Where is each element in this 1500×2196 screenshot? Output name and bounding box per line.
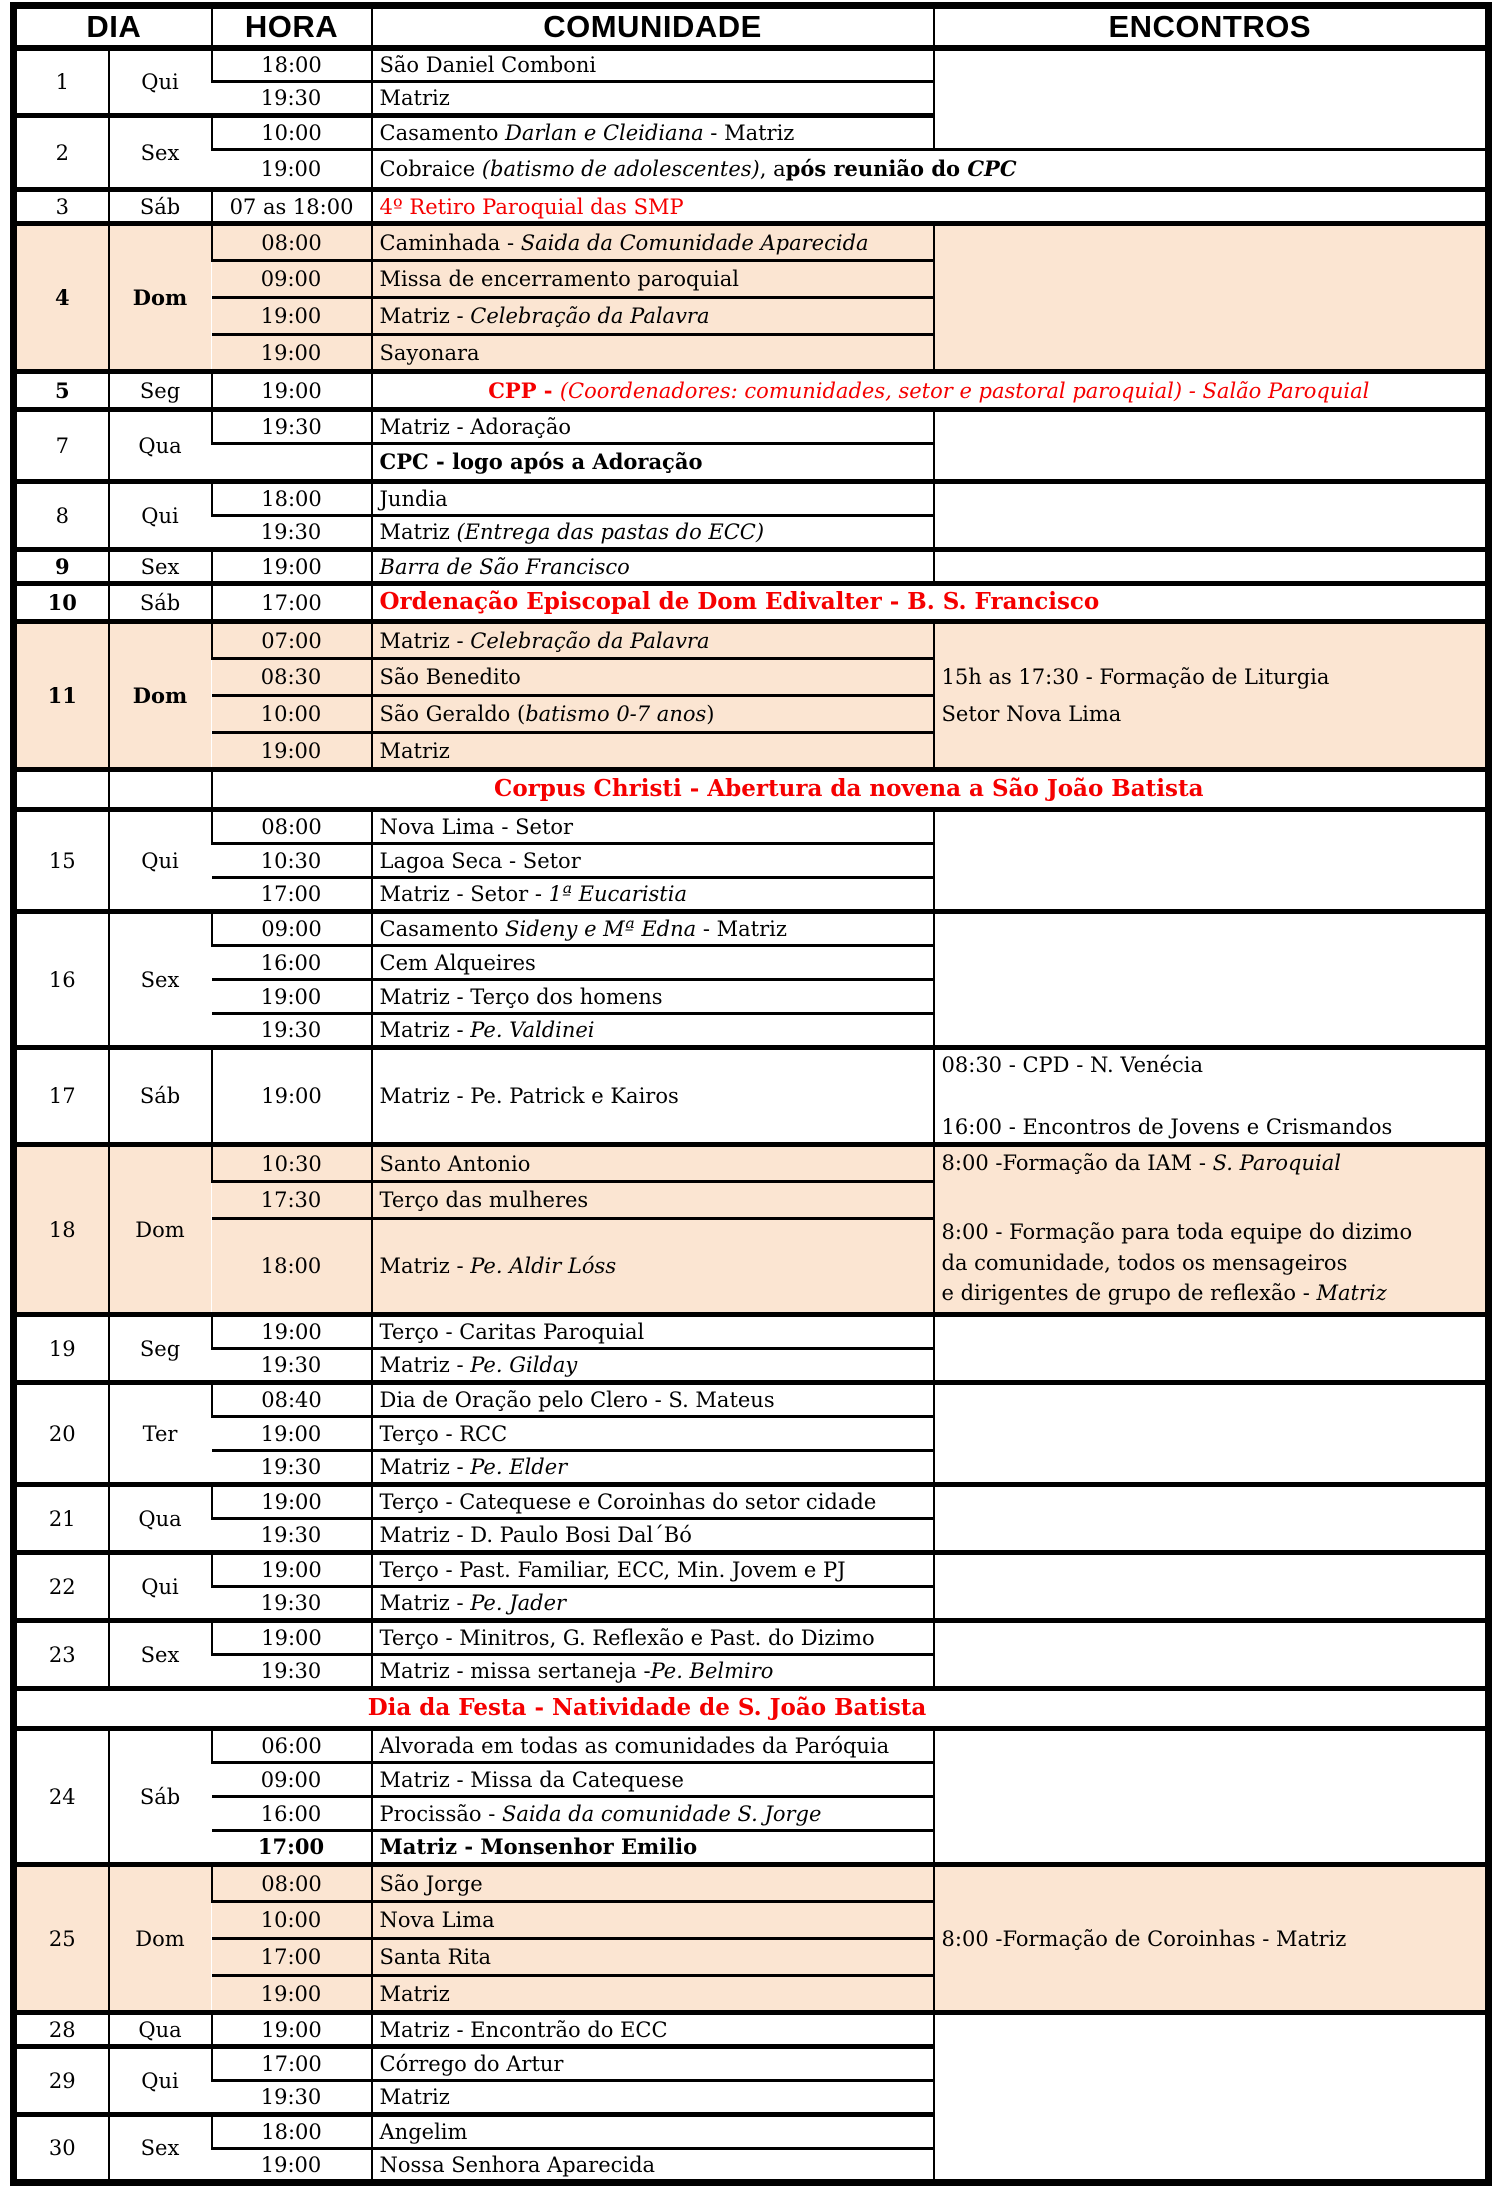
- row-day20: [14, 1383, 1489, 1417]
- time-cell: 19:30: [212, 1451, 372, 1485]
- time-cell: 08:40: [212, 1383, 372, 1417]
- row-festa: [14, 1689, 1489, 1729]
- time-cell: 08:00: [212, 224, 372, 261]
- encounter-line: 8:00 - Formação para toda equipe do dizimo: [941, 1220, 1413, 1245]
- community-cell: Matriz: [372, 733, 934, 770]
- encounter-line: e dirigentes de grupo de reflexão - Matriz: [941, 1281, 1387, 1306]
- time-cell: 19:00: [212, 1048, 372, 1145]
- day-number-cell: 4: [14, 224, 109, 372]
- community-cell: Matriz - Missa da Catequese: [372, 1763, 934, 1797]
- day-number-cell: 1: [14, 48, 109, 116]
- time-cell: 19:00: [212, 1621, 372, 1655]
- encounter-line: da comunidade, todos os mensageiros: [941, 1250, 1348, 1275]
- special-event-festa: Dia da Festa - Natividade de S. João Batista: [14, 1689, 1489, 1729]
- encounters-cell: [934, 622, 1489, 770]
- community-cell: Matriz - Pe. Jader: [372, 1587, 934, 1621]
- community-cell: Sayonara: [372, 335, 934, 372]
- community-cell: Cem Alqueires: [372, 946, 934, 980]
- day-number-cell: 22: [14, 1553, 109, 1621]
- row-day28: [14, 2013, 1489, 2047]
- weekday-cell: Qua: [109, 410, 212, 482]
- community-cell: Caminhada - Saida da Comunidade Aparecida: [372, 224, 934, 261]
- community-cell: Procissão - Saida da comunidade S. Jorge: [372, 1797, 934, 1831]
- weekday-cell: Qui: [109, 810, 212, 912]
- encounter-line: 15h as 17:30 - Formação de Liturgia: [941, 665, 1330, 689]
- day-number-cell: 23: [14, 1621, 109, 1689]
- time-cell: 08:00: [212, 1865, 372, 1902]
- special-event-corpus-christi: Corpus Christi - Abertura da novena a São João Batista: [212, 770, 1489, 810]
- community-cell: Matriz - Terço dos homens: [372, 980, 934, 1014]
- weekday-cell: Dom: [109, 622, 212, 770]
- time-cell: 17:00: [212, 878, 372, 912]
- time-cell: 18:00: [212, 1219, 372, 1315]
- community-cell: Terço - Past. Familiar, ECC, Min. Jovem e PJ: [372, 1553, 934, 1587]
- encounters-cell: [934, 912, 1489, 1048]
- time-cell: [212, 444, 372, 482]
- weekday-cell: Qui: [109, 482, 212, 550]
- encounters-cell: [934, 482, 1489, 550]
- time-cell: 10:30: [212, 844, 372, 878]
- community-cell: Matriz - D. Paulo Bosi Dal´Bó: [372, 1519, 934, 1553]
- weekday-cell: Qui: [109, 48, 212, 116]
- time-cell: 19:00: [212, 298, 372, 335]
- day-number-cell: 8: [14, 482, 109, 550]
- time-cell: 09:00: [212, 912, 372, 946]
- time-cell: 10:00: [212, 696, 372, 733]
- time-cell: 10:00: [212, 116, 372, 150]
- time-cell: 19:00: [212, 1485, 372, 1519]
- time-cell: 19:00: [212, 733, 372, 770]
- day-number-cell: 2: [14, 116, 109, 190]
- community-cell: Matriz - Pe. Patrick e Kairos: [372, 1048, 934, 1145]
- community-cell: São Jorge: [372, 1865, 934, 1902]
- community-cell: São Daniel Comboni: [372, 48, 934, 82]
- day-number-cell: 29: [14, 2047, 109, 2115]
- day-number-cell: 10: [14, 584, 109, 622]
- weekday-cell: Dom: [109, 224, 212, 372]
- weekday-cell: Seg: [109, 372, 212, 410]
- encounters-cell: [934, 2013, 1489, 2183]
- community-cell: Matriz - Celebração da Palavra: [372, 298, 934, 335]
- day-number-cell: 5: [14, 372, 109, 410]
- weekday-cell: Sex: [109, 912, 212, 1048]
- community-cell: Matriz - Pe. Aldir Lóss: [372, 1219, 934, 1315]
- day-number-cell: 15: [14, 810, 109, 912]
- row-day16: [14, 912, 1489, 946]
- time-cell: 17:00: [212, 2047, 372, 2081]
- weekday-cell: Dom: [109, 1145, 212, 1315]
- time-cell: 17:00: [212, 1831, 372, 1865]
- community-cell: Terço - Caritas Paroquial: [372, 1315, 934, 1349]
- encounters-cell: 8:00 -Formação de Coroinhas - Matriz: [934, 1865, 1489, 2013]
- time-cell: 08:00: [212, 810, 372, 844]
- row-day8: [14, 482, 1489, 516]
- weekday-cell: Qui: [109, 2047, 212, 2115]
- weekday-cell: Sáb: [109, 584, 212, 622]
- header-hora: HORA: [212, 6, 372, 48]
- community-cell: Terço - RCC: [372, 1417, 934, 1451]
- community-cell: Terço - Minitros, G. Reflexão e Past. do Dizimo: [372, 1621, 934, 1655]
- weekday-cell: Sáb: [109, 1048, 212, 1145]
- header-comunidade: COMUNIDADE: [372, 6, 934, 48]
- day-number-cell: [14, 770, 109, 810]
- community-cell: Terço das mulheres: [372, 1182, 934, 1219]
- community-cell: Matriz - Pe. Gilday: [372, 1349, 934, 1383]
- time-cell: 07 as 18:00: [212, 190, 372, 224]
- community-cell: Matriz - Monsenhor Emilio: [372, 1831, 934, 1865]
- time-cell: 19:00: [212, 980, 372, 1014]
- weekday-cell: Sáb: [109, 1729, 212, 1865]
- encounters-cell: [934, 1621, 1489, 1689]
- row-day11: [14, 622, 1489, 659]
- time-cell: 06:00: [212, 1729, 372, 1763]
- row-day17: [14, 1048, 1489, 1145]
- time-cell: 19:30: [212, 1587, 372, 1621]
- day-number-cell: 19: [14, 1315, 109, 1383]
- encounter-line: Setor Nova Lima: [941, 702, 1122, 727]
- community-cell: Angelim: [372, 2115, 934, 2149]
- community-cell: Jundia: [372, 482, 934, 516]
- time-cell: 19:00: [212, 1976, 372, 2013]
- encounter-line: 16:00 - Encontros de Jovens e Crismandos: [941, 1115, 1393, 1139]
- community-cell: Matriz - missa sertaneja -Pe. Belmiro: [372, 1655, 934, 1689]
- header-encontros: ENCONTROS: [934, 6, 1489, 48]
- encounters-cell: [934, 1383, 1489, 1485]
- time-cell: 16:00: [212, 1797, 372, 1831]
- time-cell: 17:00: [212, 584, 372, 622]
- day-number-cell: 11: [14, 622, 109, 770]
- weekday-cell: Sex: [109, 116, 212, 190]
- weekday-cell: Sex: [109, 550, 212, 584]
- encounters-cell: [934, 1145, 1489, 1315]
- community-cell: Matriz - Encontrão do ECC: [372, 2013, 934, 2047]
- community-cell: Matriz - Pe. Elder: [372, 1451, 934, 1485]
- encounter-line: 08:30 - CPD - N. Venécia: [941, 1053, 1203, 1078]
- time-cell: 19:00: [212, 1417, 372, 1451]
- row-day9: [14, 550, 1489, 584]
- community-cell: Missa de encerramento paroquial: [372, 261, 934, 298]
- time-cell: 19:00: [212, 2013, 372, 2047]
- community-cell: Santo Antonio: [372, 1145, 934, 1182]
- encounters-cell: [934, 1048, 1489, 1145]
- time-cell: 09:00: [212, 261, 372, 298]
- community-cell: Matriz - Adoração: [372, 410, 934, 444]
- encounters-cell: [934, 224, 1489, 372]
- time-cell: 08:30: [212, 659, 372, 696]
- day-number-cell: 20: [14, 1383, 109, 1485]
- day-number-cell: 21: [14, 1485, 109, 1553]
- header-row: [14, 6, 1489, 48]
- encounters-cell: [934, 550, 1489, 584]
- community-cell: Dia de Oração pelo Clero - S. Mateus: [372, 1383, 934, 1417]
- encounters-cell: [934, 48, 1489, 150]
- time-cell: 19:00: [212, 2149, 372, 2183]
- community-cell: Nossa Senhora Aparecida: [372, 2149, 934, 2183]
- time-cell: 19:30: [212, 1655, 372, 1689]
- weekday-cell: Sex: [109, 1621, 212, 1689]
- day-number-cell: 24: [14, 1729, 109, 1865]
- community-cell: Nova Lima - Setor: [372, 810, 934, 844]
- time-cell: 19:00: [212, 550, 372, 584]
- time-cell: 17:00: [212, 1939, 372, 1976]
- day-number-cell: 16: [14, 912, 109, 1048]
- day-number-cell: 3: [14, 190, 109, 224]
- time-cell: 19:30: [212, 1519, 372, 1553]
- row-day19: [14, 1315, 1489, 1349]
- time-cell: 19:00: [212, 372, 372, 410]
- time-cell: 19:00: [212, 150, 372, 190]
- time-cell: 17:30: [212, 1182, 372, 1219]
- weekday-cell: Qua: [109, 1485, 212, 1553]
- row-day1: [14, 48, 1489, 82]
- community-cell: Matriz - Celebração da Palavra: [372, 622, 934, 659]
- special-event-ordenacao: Ordenação Episcopal de Dom Edivalter - B. S. Francisco: [372, 584, 1489, 622]
- time-cell: 09:00: [212, 1763, 372, 1797]
- community-cell: Nova Lima: [372, 1902, 934, 1939]
- time-cell: 07:00: [212, 622, 372, 659]
- time-cell: 19:30: [212, 82, 372, 116]
- row-day24: [14, 1729, 1489, 1763]
- row-corpus-christi: [14, 770, 1489, 810]
- time-cell: 19:00: [212, 1315, 372, 1349]
- row-day21: [14, 1485, 1489, 1519]
- community-cell: Terço - Catequese e Coroinhas do setor cidade: [372, 1485, 934, 1519]
- encounters-cell: [934, 1553, 1489, 1621]
- community-cell: São Benedito: [372, 659, 934, 696]
- row-day7: [14, 410, 1489, 444]
- day-number-cell: 7: [14, 410, 109, 482]
- community-cell: Matriz - Setor - 1ª Eucaristia: [372, 878, 934, 912]
- community-cell: Lagoa Seca - Setor: [372, 844, 934, 878]
- weekday-cell: Ter: [109, 1383, 212, 1485]
- row-day5-cpp: [14, 372, 1489, 410]
- day-number-cell: 18: [14, 1145, 109, 1315]
- encounters-cell: [934, 410, 1489, 482]
- weekday-cell: Dom: [109, 1865, 212, 2013]
- special-event-retiro: 4º Retiro Paroquial das SMP: [372, 190, 1489, 224]
- row-day25: [14, 1865, 1489, 1902]
- day-number-cell: 25: [14, 1865, 109, 2013]
- encounters-cell: [934, 1485, 1489, 1553]
- community-cell: Córrego do Artur: [372, 2047, 934, 2081]
- community-cell: Santa Rita: [372, 1939, 934, 1976]
- row-day4: [14, 224, 1489, 261]
- time-cell: 19:00: [212, 335, 372, 372]
- time-cell: 10:30: [212, 1145, 372, 1182]
- weekday-cell: Qua: [109, 2013, 212, 2047]
- time-cell: 19:00: [212, 1553, 372, 1587]
- encounters-cell: [934, 1315, 1489, 1383]
- community-cell: Matriz: [372, 2081, 934, 2115]
- time-cell: 18:00: [212, 48, 372, 82]
- weekday-cell: [109, 770, 212, 810]
- community-cell: Barra de São Francisco: [372, 550, 934, 584]
- community-cell: Matriz: [372, 1976, 934, 2013]
- parish-schedule-table: [10, 2, 1492, 2186]
- community-cell: São Geraldo (batismo 0-7 anos): [372, 696, 934, 733]
- community-cell: Matriz (Entrega das pastas do ECC): [372, 516, 934, 550]
- time-cell: 19:30: [212, 1014, 372, 1048]
- community-cell: Cobraice (batismo de adolescentes), após reunião do CPC: [372, 150, 1489, 190]
- weekday-cell: Qui: [109, 1553, 212, 1621]
- row-day2-b: [14, 150, 1489, 190]
- header-dia: DIA: [14, 6, 212, 48]
- community-cell: Alvorada em todas as comunidades da Paróquia: [372, 1729, 934, 1763]
- row-day23: [14, 1621, 1489, 1655]
- encounters-cell: [934, 1729, 1489, 1865]
- time-cell: 16:00: [212, 946, 372, 980]
- community-cell: Matriz - Pe. Valdinei: [372, 1014, 934, 1048]
- row-day15: [14, 810, 1489, 844]
- time-cell: 18:00: [212, 2115, 372, 2149]
- community-cell: Casamento Sideny e Mª Edna - Matriz: [372, 912, 934, 946]
- encounter-line: 8:00 -Formação da IAM - S. Paroquial: [941, 1150, 1341, 1175]
- day-number-cell: 28: [14, 2013, 109, 2047]
- time-cell: 10:00: [212, 1902, 372, 1939]
- weekday-cell: Seg: [109, 1315, 212, 1383]
- time-cell: 19:30: [212, 2081, 372, 2115]
- time-cell: 19:30: [212, 1349, 372, 1383]
- row-day10-ordenacao: [14, 584, 1489, 622]
- time-cell: 19:30: [212, 516, 372, 550]
- encounters-cell: [934, 810, 1489, 912]
- weekday-cell: Sáb: [109, 190, 212, 224]
- time-cell: 18:00: [212, 482, 372, 516]
- row-day3-retiro: [14, 190, 1489, 224]
- day-number-cell: 30: [14, 2115, 109, 2183]
- time-cell: 19:30: [212, 410, 372, 444]
- community-cell: CPC - logo após a Adoração: [372, 444, 934, 482]
- day-number-cell: 9: [14, 550, 109, 584]
- day-number-cell: 17: [14, 1048, 109, 1145]
- special-event-cpp: CPP - (Coordenadores: comunidades, setor e pastoral paroquial) - Salão Paroquial: [372, 372, 1489, 410]
- weekday-cell: Sex: [109, 2115, 212, 2183]
- row-day18: [14, 1145, 1489, 1182]
- row-day22: [14, 1553, 1489, 1587]
- community-cell: Casamento Darlan e Cleidiana - Matriz: [372, 116, 934, 150]
- community-cell: Matriz: [372, 82, 934, 116]
